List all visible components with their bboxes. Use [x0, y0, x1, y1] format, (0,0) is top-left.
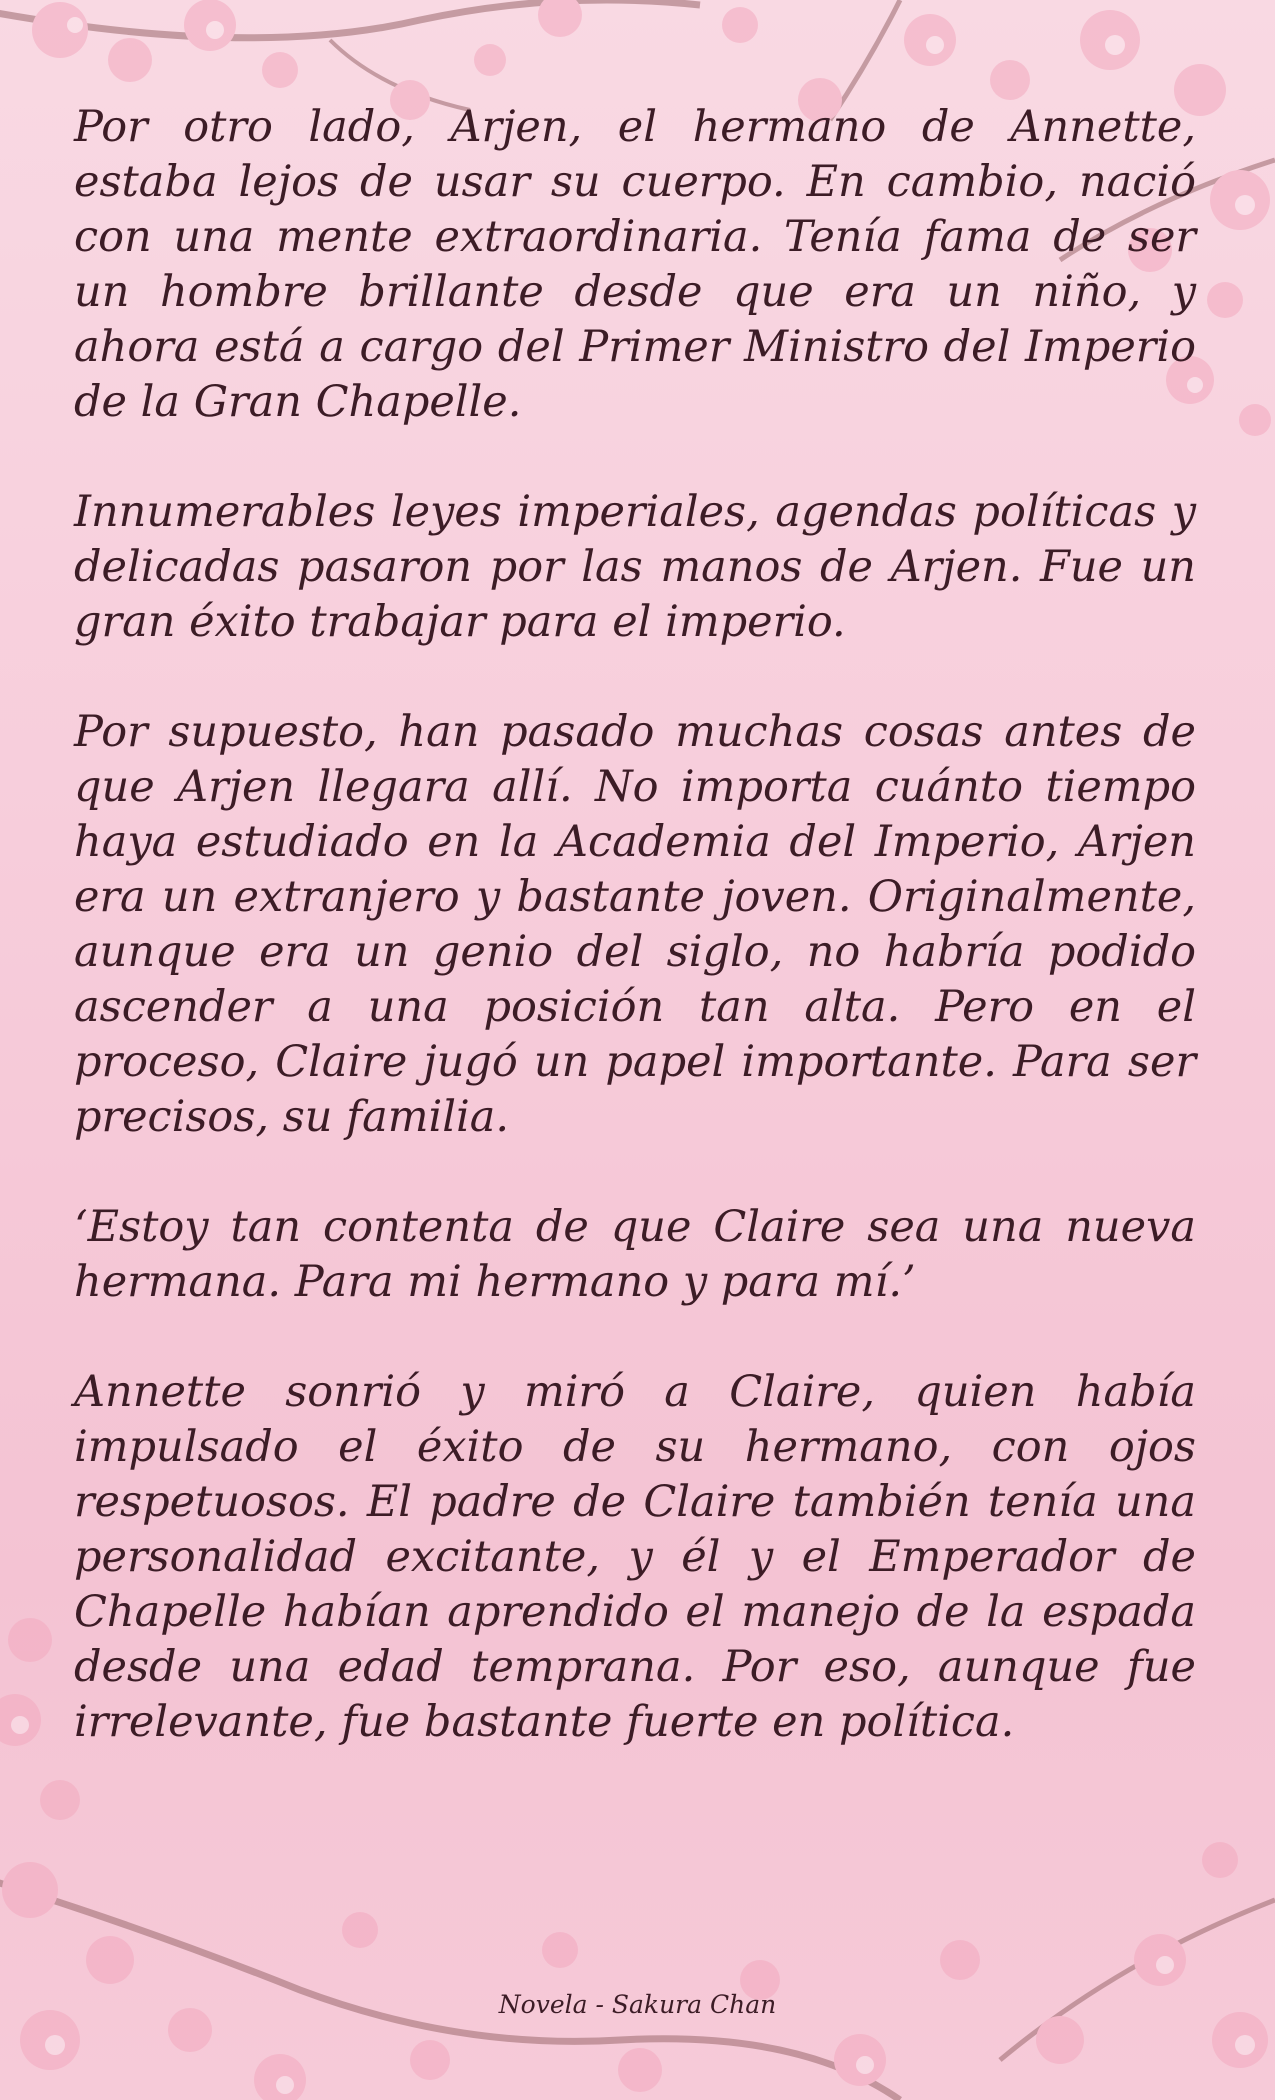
paragraph: Por supuesto, han pasado muchas cosas antes de que Arjen llegara allí. No importa cuánto tiempo haya estudiado en la Academia del Imperio, Arjen era un extranjero y bastante joven. Originalmente, aunque era un genio del siglo, no habría podido ascender a una posición tan alta. Pero en el proceso, Claire jugó un papel importante. Para ser precisos, su familia.: [74, 707, 1196, 1142]
footer-credit: Novela - Sakura Chan: [498, 1990, 777, 2019]
story-text: [74, 100, 1196, 1750]
paragraph: Por otro lado, Arjen, el hermano de Annette, estaba lejos de usar su cuerpo. En cambio, nació con una mente extraordinaria. Tenía fama de ser un hombre brillante desde que era un niño, y ahora está a cargo del Primer Ministro del Imperio de la Gran Chapelle.: [74, 102, 1196, 427]
paragraph: ‘Estoy tan contenta de que Claire sea una nueva hermana. Para mi hermano y para mí.’: [74, 1202, 1196, 1307]
paragraph: Innumerables leyes imperiales, agendas políticas y delicadas pasaron por las manos de Arjen. Fue un gran éxito trabajar para el imperio.: [74, 487, 1196, 647]
paragraph: Annette sonrió y miró a Claire, quien había impulsado el éxito de su hermano, con ojos respetuosos. El padre de Claire también tenía una personalidad excitante, y él y el Emperador de Chapelle habían aprendido el manejo de la espada desde una edad temprana. Por eso, aunque fue irrelevante, fue bastante fuerte en política.: [74, 1367, 1196, 1747]
